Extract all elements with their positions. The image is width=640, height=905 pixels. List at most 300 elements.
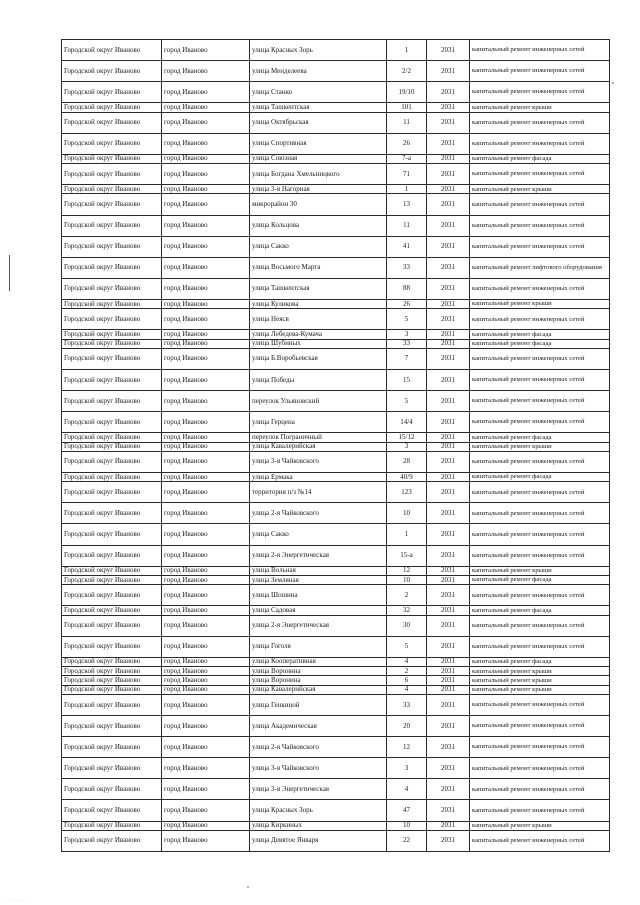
- settlement-cell: город Иваново: [162, 330, 250, 339]
- municipality-cell: Городской округ Иваново: [62, 451, 162, 472]
- year-cell: 2031: [427, 215, 470, 236]
- year-cell: 2031: [427, 61, 470, 82]
- street-cell: улица Неясв: [250, 309, 387, 330]
- table-row: [62, 657, 610, 666]
- house-number-cell: 101: [387, 103, 427, 112]
- settlement-cell: город Иваново: [162, 685, 250, 694]
- house-number-cell: 11: [387, 112, 427, 133]
- house-number-cell: 123: [387, 482, 427, 503]
- work-type-cell: капитальный ремонт инженерных сетей: [470, 278, 610, 299]
- settlement-cell: город Иваново: [162, 348, 250, 369]
- work-type-cell: капитальный ремонт инженерных сетей: [470, 370, 610, 391]
- municipality-cell: Городской округ Иваново: [62, 412, 162, 433]
- settlement-cell: город Иваново: [162, 185, 250, 194]
- table-row: [62, 257, 610, 278]
- year-cell: 2031: [427, 606, 470, 615]
- table-row: [62, 758, 610, 779]
- year-cell: 2031: [427, 412, 470, 433]
- settlement-cell: город Иваново: [162, 524, 250, 545]
- house-number-cell: 6: [387, 676, 427, 685]
- street-cell: улица Воронина: [250, 667, 387, 676]
- house-number-cell: 26: [387, 299, 427, 308]
- settlement-cell: город Иваново: [162, 309, 250, 330]
- house-number-cell: 47: [387, 800, 427, 821]
- street-cell: улица Спортивная: [250, 133, 387, 154]
- municipality-cell: Городской округ Иваново: [62, 299, 162, 308]
- municipality-cell: Городской округ Иваново: [62, 821, 162, 830]
- year-cell: 2031: [427, 309, 470, 330]
- street-cell: улица 3-я Чайковского: [250, 758, 387, 779]
- municipality-cell: Городской округ Иваново: [62, 800, 162, 821]
- year-cell: 2031: [427, 442, 470, 451]
- municipality-cell: Городской округ Иваново: [62, 524, 162, 545]
- house-number-cell: 11: [387, 215, 427, 236]
- table-row: [62, 779, 610, 800]
- street-cell: улица Герцена: [250, 412, 387, 433]
- table-body: [62, 40, 610, 852]
- table-row: [62, 339, 610, 348]
- house-number-cell: 32: [387, 606, 427, 615]
- settlement-cell: город Иваново: [162, 370, 250, 391]
- municipality-cell: Городской округ Иваново: [62, 503, 162, 524]
- year-cell: 2031: [427, 257, 470, 278]
- year-cell: 2031: [427, 716, 470, 737]
- municipality-cell: Городской округ Иваново: [62, 566, 162, 575]
- settlement-cell: город Иваново: [162, 575, 250, 584]
- table-row: [62, 299, 610, 308]
- table-row: [62, 412, 610, 433]
- house-number-cell: 19/10: [387, 82, 427, 103]
- work-type-cell: капитальный ремонт инженерных сетей: [470, 112, 610, 133]
- work-type-cell: капитальный ремонт инженерных сетей: [470, 503, 610, 524]
- table-row: [62, 821, 610, 830]
- year-cell: 2031: [427, 830, 470, 851]
- municipality-cell: Городской округ Иваново: [62, 685, 162, 694]
- municipality-cell: Городской округ Иваново: [62, 433, 162, 442]
- settlement-cell: город Иваново: [162, 433, 250, 442]
- year-cell: 2031: [427, 685, 470, 694]
- table-row: [62, 524, 610, 545]
- house-number-cell: 12: [387, 566, 427, 575]
- house-number-cell: 10: [387, 503, 427, 524]
- year-cell: 2031: [427, 636, 470, 657]
- municipality-cell: Городской округ Иваново: [62, 278, 162, 299]
- municipality-cell: Городской округ Иваново: [62, 575, 162, 584]
- work-type-cell: капитальный ремонт инженерных сетей: [470, 348, 610, 369]
- year-cell: 2031: [427, 545, 470, 566]
- settlement-cell: город Иваново: [162, 133, 250, 154]
- year-cell: 2031: [427, 370, 470, 391]
- table-row: [62, 566, 610, 575]
- municipality-cell: Городской округ Иваново: [62, 545, 162, 566]
- house-number-cell: 4: [387, 685, 427, 694]
- year-cell: 2031: [427, 330, 470, 339]
- settlement-cell: город Иваново: [162, 716, 250, 737]
- street-cell: улица Б.Воробьевская: [250, 348, 387, 369]
- municipality-cell: Городской округ Иваново: [62, 112, 162, 133]
- house-number-cell: 33: [387, 339, 427, 348]
- year-cell: 2031: [427, 667, 470, 676]
- settlement-cell: город Иваново: [162, 800, 250, 821]
- year-cell: 2031: [427, 194, 470, 215]
- work-type-cell: капитальный ремонт крыши: [470, 821, 610, 830]
- street-cell: улица Гоголя: [250, 636, 387, 657]
- table-row: [62, 685, 610, 694]
- settlement-cell: город Иваново: [162, 830, 250, 851]
- year-cell: 2031: [427, 185, 470, 194]
- work-type-cell: капитальный ремонт крыши: [470, 299, 610, 308]
- work-type-cell: капитальный ремонт крыши: [470, 676, 610, 685]
- year-cell: 2031: [427, 524, 470, 545]
- settlement-cell: город Иваново: [162, 676, 250, 685]
- work-type-cell: капитальный ремонт инженерных сетей: [470, 391, 610, 412]
- street-cell: улица Лебедева-Кумача: [250, 330, 387, 339]
- settlement-cell: город Иваново: [162, 695, 250, 716]
- settlement-cell: город Иваново: [162, 615, 250, 636]
- table-row: [62, 800, 610, 821]
- year-cell: 2031: [427, 575, 470, 584]
- municipality-cell: Городской округ Иваново: [62, 472, 162, 481]
- municipality-cell: Городской округ Иваново: [62, 185, 162, 194]
- settlement-cell: город Иваново: [162, 164, 250, 185]
- settlement-cell: город Иваново: [162, 472, 250, 481]
- work-type-cell: капитальный ремонт инженерных сетей: [470, 758, 610, 779]
- year-cell: 2031: [427, 164, 470, 185]
- work-type-cell: капитальный ремонт инженерных сетей: [470, 737, 610, 758]
- house-number-cell: 10: [387, 575, 427, 584]
- house-number-cell: 15: [387, 370, 427, 391]
- year-cell: 2031: [427, 133, 470, 154]
- street-cell: улица 2-я Чайковского: [250, 737, 387, 758]
- house-number-cell: 12: [387, 737, 427, 758]
- house-number-cell: 41: [387, 236, 427, 257]
- table-row: [62, 82, 610, 103]
- table-row: [62, 133, 610, 154]
- table-row: [62, 391, 610, 412]
- work-type-cell: капитальный ремонт инженерных сетей: [470, 524, 610, 545]
- settlement-cell: город Иваново: [162, 606, 250, 615]
- table-row: [62, 695, 610, 716]
- house-number-cell: 4: [387, 657, 427, 666]
- municipality-cell: Городской округ Иваново: [62, 585, 162, 606]
- settlement-cell: город Иваново: [162, 482, 250, 503]
- table-row: [62, 348, 610, 369]
- year-cell: 2031: [427, 566, 470, 575]
- work-type-cell: капитальный ремонт инженерных сетей: [470, 636, 610, 657]
- work-type-cell: капитальный ремонт инженерных сетей: [470, 800, 610, 821]
- street-cell: улица Кольцова: [250, 215, 387, 236]
- work-type-cell: капитальный ремонт инженерных сетей: [470, 215, 610, 236]
- table-row: [62, 154, 610, 163]
- municipality-cell: Городской округ Иваново: [62, 154, 162, 163]
- settlement-cell: город Иваново: [162, 585, 250, 606]
- scan-dot: [247, 886, 249, 888]
- house-number-cell: 33: [387, 257, 427, 278]
- work-type-cell: капитальный ремонт фасада: [470, 154, 610, 163]
- year-cell: 2031: [427, 348, 470, 369]
- table-row: [62, 278, 610, 299]
- house-number-cell: 1: [387, 524, 427, 545]
- house-number-cell: 3: [387, 330, 427, 339]
- house-number-cell: 88: [387, 278, 427, 299]
- table-row: [62, 309, 610, 330]
- work-type-cell: капитальный ремонт крыши: [470, 185, 610, 194]
- house-number-cell: 30: [387, 615, 427, 636]
- table-row: [62, 164, 610, 185]
- table-row: [62, 451, 610, 472]
- table-row: [62, 545, 610, 566]
- table-row: [62, 442, 610, 451]
- table-row: [62, 433, 610, 442]
- street-cell: улица Академическая: [250, 716, 387, 737]
- house-number-cell: 4: [387, 779, 427, 800]
- house-number-cell: 5: [387, 391, 427, 412]
- year-cell: 2031: [427, 503, 470, 524]
- table-row: [62, 503, 610, 524]
- municipality-cell: Городской округ Иваново: [62, 103, 162, 112]
- street-cell: улица 2-я Энергетическая: [250, 615, 387, 636]
- year-cell: 2031: [427, 82, 470, 103]
- street-cell: улица Кооперативная: [250, 657, 387, 666]
- settlement-cell: город Иваново: [162, 40, 250, 61]
- work-type-cell: капитальный ремонт фасада: [470, 433, 610, 442]
- settlement-cell: город Иваново: [162, 657, 250, 666]
- settlement-cell: город Иваново: [162, 257, 250, 278]
- work-type-cell: капитальный ремонт инженерных сетей: [470, 615, 610, 636]
- settlement-cell: город Иваново: [162, 61, 250, 82]
- street-cell: улица Куликова: [250, 299, 387, 308]
- house-number-cell: 22: [387, 830, 427, 851]
- municipality-cell: Городской округ Иваново: [62, 370, 162, 391]
- municipality-cell: Городской округ Иваново: [62, 636, 162, 657]
- street-cell: улица Сакко: [250, 236, 387, 257]
- municipality-cell: Городской округ Иваново: [62, 606, 162, 615]
- street-cell: переулок Ульяновский: [250, 391, 387, 412]
- settlement-cell: город Иваново: [162, 194, 250, 215]
- street-cell: улица 2-я Энергетическая: [250, 545, 387, 566]
- settlement-cell: город Иваново: [162, 103, 250, 112]
- year-cell: 2031: [427, 154, 470, 163]
- work-type-cell: капитальный ремонт инженерных сетей: [470, 585, 610, 606]
- work-type-cell: капитальный ремонт инженерных сетей: [470, 40, 610, 61]
- settlement-cell: город Иваново: [162, 82, 250, 103]
- house-number-cell: 14/4: [387, 412, 427, 433]
- street-cell: улица Станко: [250, 82, 387, 103]
- work-type-cell: капитальный ремонт инженерных сетей: [470, 716, 610, 737]
- house-number-cell: 3: [387, 758, 427, 779]
- year-cell: 2031: [427, 821, 470, 830]
- settlement-cell: город Иваново: [162, 758, 250, 779]
- year-cell: 2031: [427, 451, 470, 472]
- settlement-cell: город Иваново: [162, 451, 250, 472]
- table-row: [62, 716, 610, 737]
- settlement-cell: город Иваново: [162, 215, 250, 236]
- street-cell: улица Земляная: [250, 575, 387, 584]
- street-cell: улица 2-я Чайковского: [250, 503, 387, 524]
- year-cell: 2031: [427, 299, 470, 308]
- street-cell: улица Ташкентская: [250, 103, 387, 112]
- settlement-cell: город Иваново: [162, 779, 250, 800]
- settlement-cell: город Иваново: [162, 503, 250, 524]
- house-number-cell: 71: [387, 164, 427, 185]
- municipality-cell: Городской округ Иваново: [62, 758, 162, 779]
- street-cell: улица Кавалерийская: [250, 442, 387, 451]
- settlement-cell: город Иваново: [162, 339, 250, 348]
- work-type-cell: капитальный ремонт инженерных сетей: [470, 482, 610, 503]
- municipality-cell: Городской округ Иваново: [62, 695, 162, 716]
- year-cell: 2031: [427, 676, 470, 685]
- work-type-cell: капитальный ремонт крыши: [470, 685, 610, 694]
- settlement-cell: город Иваново: [162, 112, 250, 133]
- work-type-cell: капитальный ремонт крыши: [470, 103, 610, 112]
- street-cell: улица Шошина: [250, 585, 387, 606]
- year-cell: 2031: [427, 339, 470, 348]
- settlement-cell: город Иваново: [162, 412, 250, 433]
- street-cell: улица Победы: [250, 370, 387, 391]
- table-row: [62, 636, 610, 657]
- house-number-cell: 10: [387, 821, 427, 830]
- work-type-cell: капитальный ремонт фасада: [470, 330, 610, 339]
- settlement-cell: город Иваново: [162, 236, 250, 257]
- street-cell: улица Садовая: [250, 606, 387, 615]
- table-row: [62, 585, 610, 606]
- municipality-cell: Городской округ Иваново: [62, 133, 162, 154]
- municipality-cell: Городской округ Иваново: [62, 615, 162, 636]
- work-type-cell: капитальный ремонт инженерных сетей: [470, 164, 610, 185]
- settlement-cell: город Иваново: [162, 566, 250, 575]
- work-type-cell: капитальный ремонт инженерных сетей: [470, 695, 610, 716]
- work-type-cell: капитальный ремонт крыши: [470, 566, 610, 575]
- street-cell: улица Октябрьская: [250, 112, 387, 133]
- table-row: [62, 482, 610, 503]
- municipality-cell: Городской округ Иваново: [62, 348, 162, 369]
- year-cell: 2031: [427, 112, 470, 133]
- municipality-cell: Городской округ Иваново: [62, 40, 162, 61]
- work-type-cell: капитальный ремонт крыши: [470, 442, 610, 451]
- repair-schedule-table: [61, 39, 610, 852]
- street-cell: улица Богдана Хмельницкого: [250, 164, 387, 185]
- work-type-cell: капитальный ремонт фасада: [470, 472, 610, 481]
- work-type-cell: капитальный ремонт инженерных сетей: [470, 194, 610, 215]
- settlement-cell: город Иваново: [162, 299, 250, 308]
- work-type-cell: капитальный ремонт фасада: [470, 657, 610, 666]
- municipality-cell: Городской округ Иваново: [62, 257, 162, 278]
- municipality-cell: Городской округ Иваново: [62, 657, 162, 666]
- municipality-cell: Городской округ Иваново: [62, 215, 162, 236]
- year-cell: 2031: [427, 433, 470, 442]
- table-row: [62, 236, 610, 257]
- work-type-cell: капитальный ремонт фасада: [470, 606, 610, 615]
- table-row: [62, 667, 610, 676]
- house-number-cell: 2/2: [387, 61, 427, 82]
- municipality-cell: Городской округ Иваново: [62, 391, 162, 412]
- street-cell: улица Восьмого Марта: [250, 257, 387, 278]
- work-type-cell: капитальный ремонт инженерных сетей: [470, 82, 610, 103]
- work-type-cell: капитальный ремонт инженерных сетей: [470, 236, 610, 257]
- house-number-cell: 15/12: [387, 433, 427, 442]
- house-number-cell: 7-а: [387, 154, 427, 163]
- street-cell: улица 3-я Энергетическая: [250, 779, 387, 800]
- year-cell: 2031: [427, 695, 470, 716]
- table-row: [62, 61, 610, 82]
- year-cell: 2031: [427, 236, 470, 257]
- table-row: [62, 103, 610, 112]
- street-cell: улица Сакко: [250, 524, 387, 545]
- settlement-cell: город Иваново: [162, 821, 250, 830]
- year-cell: 2031: [427, 472, 470, 481]
- house-number-cell: 1: [387, 40, 427, 61]
- municipality-cell: Городской округ Иваново: [62, 164, 162, 185]
- street-cell: улица Ташкентская: [250, 278, 387, 299]
- table-row: [62, 737, 610, 758]
- settlement-cell: город Иваново: [162, 278, 250, 299]
- municipality-cell: Городской округ Иваново: [62, 716, 162, 737]
- settlement-cell: город Иваново: [162, 154, 250, 163]
- street-cell: улица Кавалерийская: [250, 685, 387, 694]
- street-cell: улица Ермака: [250, 472, 387, 481]
- settlement-cell: город Иваново: [162, 545, 250, 566]
- table-row: [62, 40, 610, 61]
- settlement-cell: город Иваново: [162, 737, 250, 758]
- house-number-cell: 5: [387, 636, 427, 657]
- year-cell: 2031: [427, 278, 470, 299]
- municipality-cell: Городской округ Иваново: [62, 61, 162, 82]
- work-type-cell: капитальный ремонт инженерных сетей: [470, 451, 610, 472]
- municipality-cell: Городской округ Иваново: [62, 482, 162, 503]
- street-cell: улица Менделеева: [250, 61, 387, 82]
- street-cell: улица Генкиной: [250, 695, 387, 716]
- street-cell: территория п/з №14: [250, 482, 387, 503]
- year-cell: 2031: [427, 40, 470, 61]
- table-row: [62, 112, 610, 133]
- municipality-cell: Городской округ Иваново: [62, 779, 162, 800]
- house-number-cell: 3: [387, 442, 427, 451]
- municipality-cell: Городской округ Иваново: [62, 442, 162, 451]
- street-cell: улица Красных Зорь: [250, 40, 387, 61]
- street-cell: улица Вольная: [250, 566, 387, 575]
- work-type-cell: капитальный ремонт инженерных сетей: [470, 309, 610, 330]
- street-cell: улица Шубиных: [250, 339, 387, 348]
- year-cell: 2031: [427, 585, 470, 606]
- work-type-cell: капитальный ремонт крыши: [470, 667, 610, 676]
- house-number-cell: 13: [387, 194, 427, 215]
- table-row: [62, 370, 610, 391]
- table-row: [62, 606, 610, 615]
- year-cell: 2031: [427, 800, 470, 821]
- house-number-cell: 33: [387, 695, 427, 716]
- table-row: [62, 472, 610, 481]
- footer-mark: ··········: [4, 898, 28, 903]
- municipality-cell: Городской округ Иваново: [62, 737, 162, 758]
- house-number-cell: 15-а: [387, 545, 427, 566]
- work-type-cell: капитальный ремонт лифтового оборудования: [470, 257, 610, 278]
- house-number-cell: 2: [387, 667, 427, 676]
- municipality-cell: Городской округ Иваново: [62, 82, 162, 103]
- street-cell: переулок Пограничный: [250, 433, 387, 442]
- municipality-cell: Городской округ Иваново: [62, 676, 162, 685]
- house-number-cell: 5: [387, 309, 427, 330]
- street-cell: микрорайон 30: [250, 194, 387, 215]
- house-number-cell: 26: [387, 133, 427, 154]
- settlement-cell: город Иваново: [162, 391, 250, 412]
- year-cell: 2031: [427, 657, 470, 666]
- street-cell: улица Красных Зорь: [250, 800, 387, 821]
- house-number-cell: 1: [387, 185, 427, 194]
- settlement-cell: город Иваново: [162, 442, 250, 451]
- work-type-cell: капитальный ремонт фасада: [470, 575, 610, 584]
- table-row: [62, 676, 610, 685]
- municipality-cell: Городской округ Иваново: [62, 236, 162, 257]
